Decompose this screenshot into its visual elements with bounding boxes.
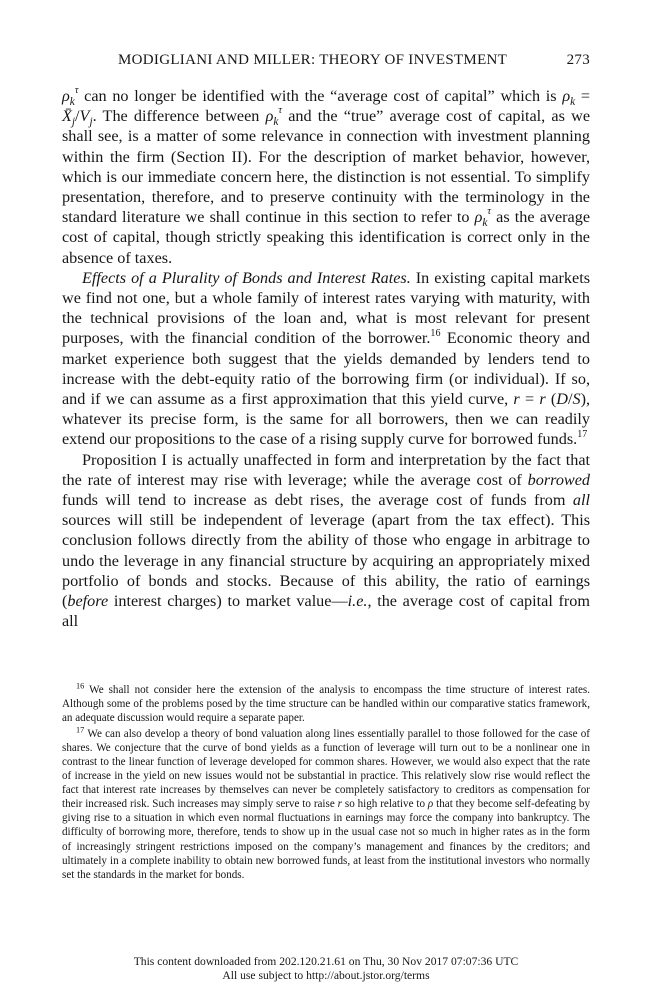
footnote-17: $^{17}$ We can also develop a theory of bond valuation along lines essentially parallel to those followed for the case of shares. We conjecture that the curve of bond yields as a function of leverage will turn out to be a nonlinear one in contrast to the linear function of leverage developed for common shares. However, we would also expect that the rate of increase in the yield on new issues would not be substantial in practice. This relatively slow rise would reflect the fact that interest rate increases by themselves can never be completely satisfactory to creditors as compensation for their increased risk. Such increases may simply serve to raise r so high relative to ρ that they become self-defeating by giving rise to a situation in which even normal fluctuations in earnings may force the company into bankruptcy. The difficulty of borrowing more, therefore, tends to show up in the usual case not so much in higher rates as in the form of increasingly stringent restrictions imposed on the company’s management and finances by the creditors; and ultimately in a complete inability to obtain new borrowed funds, at least from the institutional investors who normally set the standards in the market for bonds.	[62, 725, 591, 881]
footnotes	[62, 683, 590, 882]
footnote-ref-17: 17	[577, 428, 588, 440]
paragraph-1: $\rho_k^\tau$ can no longer be identified with the “average cost of capital” which is $\rho_k$ = $X̄_j/V_j$. The difference between $\rho_k^\tau$ and the “true” average cost of capital, as we shall see, is a matter of some relevance in connection with investment planning within the firm (Section II). For the description of market behavior, however, which is our immediate concern here, the distinction is not essential. To simplify presentation, therefore, and to preserve continuity with the terminology in the standard literature we shall continue in this section to refer to $\rho_k^\tau$ as the average cost of capital, though strictly speaking this identification is correct only in the absence of taxes.	[62, 85, 591, 267]
footnote-16: $^{16}$ We shall not consider here the extension of the analysis to encompass the time structure of interest rates. Although some of the problems posed by the time structure can be handled within our comparative statics framework, an adequate discussion would require a separate paper.	[62, 681, 590, 725]
section-heading: Effects of a Plurality of Bonds and Interest Rates.	[82, 268, 411, 287]
download-notice	[0, 955, 652, 983]
footnote-number: 16	[76, 681, 85, 691]
running-header	[62, 52, 590, 72]
running-title: MODIGLIANI AND MILLER: THEORY OF INVESTMENT	[118, 52, 508, 68]
download-notice-line: This content downloaded from 202.120.21.61 on Thu, 30 Nov 2017 07:07:36 UTC	[133, 955, 519, 968]
page-number: 273	[566, 52, 590, 68]
body-text	[62, 86, 590, 631]
terms-link-line: All use subject to http://about.jstor.org/terms	[222, 969, 430, 982]
footnote-number: 17	[76, 725, 85, 735]
paragraph-2: Effects of a Plurality of Bonds and Interest Rates. In existing capital markets we find not one, but a whole family of interest rates varying with maturity, with the technical provisions of the loan and, what is most relevant for present purposes, with the financial condition of the borrower.$^{16}$ Economic theory and market experience both suggest that the yields demanded by lenders tend to increase with the debt-equity ratio of the borrowing firm (or individual). If so, and if we can assume as a first approximation that this yield curve, r = r (D/S), whatever its precise form, is the same for all borrowers, then we can readily extend our propositions to the case of a rising supply curve for borrowed funds.$^{17}$	[62, 268, 591, 449]
footnote-ref-16: 16	[430, 327, 441, 339]
paragraph-3: Proposition I is actually unaffected in form and interpretation by the fact that the rate of interest may rise with leverage; while the average cost of borrowed funds will tend to increase as debt rises, the average cost of funds from all sources will still be independent of leverage (apart from the tax effect). This conclusion follows directly from the ability of those who engage in arbitrage to undo the leverage in any financial structure by acquiring an appropriately mixed portfolio of bonds and stocks. Because of this ability, the ratio of earnings (before interest charges) to market value—i.e., the average cost of capital from all	[62, 450, 590, 631]
